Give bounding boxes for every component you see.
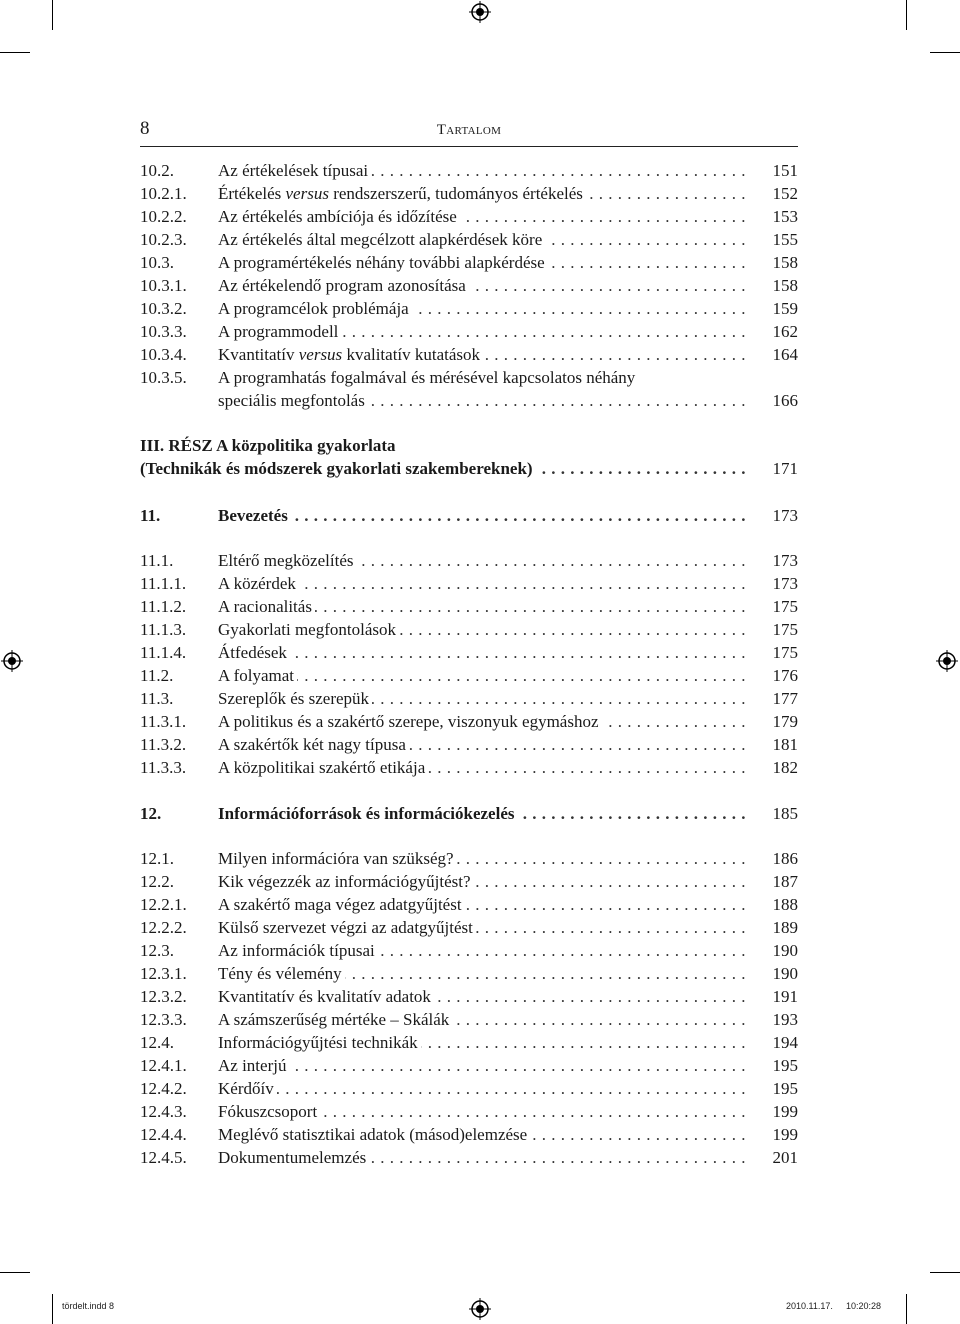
toc-page: 181	[772, 735, 798, 754]
toc-title: Kvantitatív és kvalitatív adatok	[218, 987, 434, 1006]
toc-page: 153	[772, 207, 798, 226]
toc-page: 158	[772, 253, 798, 272]
toc-number: 12.4.4.	[140, 1125, 187, 1144]
toc-number: 12.2.1.	[140, 895, 187, 914]
toc-title: A közpolitikai szakértő etikája	[218, 758, 428, 777]
crop-mark-icon	[930, 1272, 960, 1273]
registration-mark-icon	[469, 1298, 491, 1320]
toc-title: Információgyűjtési technikák	[218, 1033, 421, 1052]
crop-mark-icon	[0, 1272, 30, 1273]
toc-number: 10.2.1.	[140, 184, 187, 203]
toc-number: 10.3.	[140, 253, 174, 272]
toc-title: Az értékelés által megcélzott alapkérdések köre	[218, 230, 545, 249]
toc-title: Az információk típusai	[218, 941, 378, 960]
registration-mark-icon	[469, 1, 491, 23]
toc-title: A programhatás fogalmával és mérésével kapcsolatos néhány	[218, 368, 636, 387]
toc-title: A programmodell	[218, 322, 341, 341]
toc-number: 10.3.2.	[140, 299, 187, 318]
toc-number: 11.1.	[140, 551, 174, 570]
toc-title: Gyakorlati megfontolások	[218, 620, 399, 639]
toc-number: 12.3.3.	[140, 1010, 187, 1029]
toc-number: 10.2.	[140, 161, 174, 180]
toc-page: 188	[772, 895, 798, 914]
crop-mark-icon	[906, 0, 907, 30]
toc-page: 175	[772, 597, 798, 616]
toc-number: 11.3.3.	[140, 758, 187, 777]
toc-number: 11.1.4.	[140, 643, 187, 662]
toc-title: Az interjú	[218, 1056, 289, 1075]
toc-page: 158	[772, 276, 798, 295]
toc-page: 159	[772, 299, 798, 318]
toc-number: 12.2.2.	[140, 918, 187, 937]
part-heading: III. RÉSZ A közpolitika gyakorlata	[140, 436, 396, 455]
crop-mark-icon	[52, 1294, 53, 1324]
toc-page: 155	[772, 230, 798, 249]
toc-page: 152	[772, 184, 798, 203]
toc-page: 173	[772, 551, 798, 570]
toc-number: 10.2.3.	[140, 230, 187, 249]
toc-number: 11.3.	[140, 689, 174, 708]
running-head: Tartalom	[436, 122, 502, 138]
toc-page: 186	[772, 849, 798, 868]
toc-page: 182	[772, 758, 798, 777]
toc-page: 166	[772, 391, 798, 410]
toc-page: 201	[772, 1148, 798, 1167]
toc-page: 195	[772, 1079, 798, 1098]
slug-time: 10:20:28	[846, 1301, 882, 1311]
toc-title: Tény és vélemény	[218, 964, 345, 983]
header-rule	[140, 146, 798, 147]
toc-number: 10.3.5.	[140, 368, 187, 387]
toc-page: 191	[772, 987, 798, 1006]
toc-page: 199	[772, 1125, 798, 1144]
toc-number: 11.3.2.	[140, 735, 187, 754]
toc-title: Szereplők és szerepük	[218, 689, 372, 708]
toc-title: A programértékelés néhány további alapkérdése	[218, 253, 548, 272]
toc-title: A szakértők két nagy típusa	[218, 735, 409, 754]
toc-page: 187	[772, 872, 798, 891]
toc-title: A számszerűség mértéke – Skálák	[218, 1010, 452, 1029]
toc-number: 12.3.1.	[140, 964, 187, 983]
toc-number: 11.1.1.	[140, 574, 187, 593]
toc-page: 173	[772, 506, 798, 525]
toc-page: 190	[772, 964, 798, 983]
toc-title: Bevezetés	[218, 506, 291, 525]
toc-page: 189	[772, 918, 798, 937]
registration-mark-icon	[936, 650, 958, 672]
toc-title: Az értékelés ambíciója és időzítése	[218, 207, 460, 226]
toc-title: A folyamat	[218, 666, 297, 685]
toc-title: Átfedések	[218, 643, 290, 662]
toc-title: Fókuszcsoport	[218, 1102, 320, 1121]
toc-title: Kvantitatív versus kvalitatív kutatások	[218, 345, 483, 364]
crop-mark-icon	[52, 0, 53, 30]
toc-page: 177	[772, 689, 798, 708]
toc-number: 11.1.2.	[140, 597, 187, 616]
slug-filename: tördelt.indd 8	[62, 1301, 115, 1311]
toc-number: 12.	[140, 804, 162, 823]
toc-page: 176	[772, 666, 798, 685]
toc-page: 190	[772, 941, 798, 960]
toc-number: 10.2.2.	[140, 207, 187, 226]
toc-page: 151	[772, 161, 798, 180]
toc-title: (Technikák és módszerek gyakorlati szakembereknek)	[140, 459, 536, 478]
toc-title: Kik végezzék az információgyűjtést?	[218, 872, 474, 891]
toc-title: Eltérő megközelítés	[218, 551, 356, 570]
toc-page: 175	[772, 620, 798, 639]
toc-page: 179	[772, 712, 798, 731]
toc-title: A politikus és a szakértő szerepe, viszonyuk egymáshoz	[218, 712, 602, 731]
toc-title: A racionalitás	[218, 597, 315, 616]
toc-number: 12.4.5.	[140, 1148, 187, 1167]
crop-mark-icon	[906, 1294, 907, 1324]
toc-entry[interactable]	[140, 366, 798, 412]
toc-page: 171	[772, 459, 798, 478]
toc-title: Külső szervezet végzi az adatgyűjtést	[218, 918, 476, 937]
slug-date: 2010.11.17.	[786, 1301, 833, 1311]
toc-title: Az értékelendő program azonosítása	[218, 276, 469, 295]
toc-number: 10.3.3.	[140, 322, 187, 341]
toc-title: Értékelés versus rendszerszerű, tudományos értékelés	[218, 184, 586, 203]
crop-mark-icon	[930, 52, 960, 53]
toc-number: 12.4.1.	[140, 1056, 187, 1075]
registration-mark-icon	[1, 650, 23, 672]
page-number: 8	[140, 118, 150, 139]
toc-page: 195	[772, 1056, 798, 1075]
toc-page: 162	[772, 322, 798, 341]
toc-number: 12.4.2.	[140, 1079, 187, 1098]
toc-number: 10.3.4.	[140, 345, 187, 364]
toc-title: Milyen információra van szükség?	[218, 849, 457, 868]
page-header	[140, 116, 798, 146]
toc-title: Az értékelések típusai	[218, 161, 371, 180]
toc-title-continued: speciális megfontolás	[218, 391, 368, 410]
toc-title: Információforrások és információkezelés	[218, 804, 517, 823]
toc-page: 193	[772, 1010, 798, 1029]
toc-title: Meglévő statisztikai adatok (másod)elemzése	[218, 1125, 530, 1144]
toc-number: 12.4.	[140, 1033, 174, 1052]
toc-number: 12.2.	[140, 872, 174, 891]
toc-page: 185	[772, 804, 798, 823]
crop-mark-icon	[0, 52, 30, 53]
toc-title: Dokumentumelemzés	[218, 1148, 369, 1167]
toc-number: 11.3.1.	[140, 712, 187, 731]
toc-number: 12.4.3.	[140, 1102, 187, 1121]
toc-title: A közérdek	[218, 574, 299, 593]
toc-page: 164	[772, 345, 798, 364]
toc-number: 11.1.3.	[140, 620, 187, 639]
toc-page: 199	[772, 1102, 798, 1121]
toc-page: 173	[772, 574, 798, 593]
toc-title: A szakértő maga végez adatgyűjtést	[218, 895, 465, 914]
toc-number: 11.	[140, 506, 161, 525]
toc-number: 10.3.1.	[140, 276, 187, 295]
toc-page: 175	[772, 643, 798, 662]
toc-title: Kérdőív	[218, 1079, 277, 1098]
toc-number: 11.2.	[140, 666, 174, 685]
toc-number: 12.3.	[140, 941, 174, 960]
toc-number: 12.3.2.	[140, 987, 187, 1006]
toc-number: 12.1.	[140, 849, 174, 868]
toc-title: A programcélok problémája	[218, 299, 412, 318]
toc-page: 194	[772, 1033, 798, 1052]
